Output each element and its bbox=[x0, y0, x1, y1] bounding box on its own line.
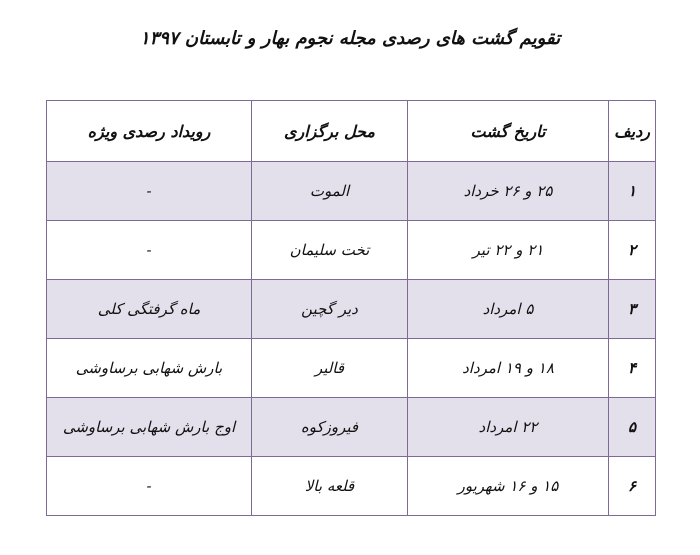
row-date: ۱۸ و ۱۹ امرداد bbox=[408, 339, 609, 398]
row-event: بارش شهابی برساوشی bbox=[47, 339, 252, 398]
row-number: ۱ bbox=[609, 162, 656, 221]
row-number: ۲ bbox=[609, 221, 656, 280]
observation-schedule-table bbox=[46, 100, 656, 516]
row-place: قلعه بالا bbox=[252, 457, 408, 516]
row-date: ۵ امرداد bbox=[408, 280, 609, 339]
row-number: ۶ bbox=[609, 457, 656, 516]
table-header-row bbox=[47, 101, 656, 162]
page-title: تقویم گشت های رصدی مجله نجوم بهار و تابستان ۱۳۹۷ bbox=[139, 28, 561, 49]
table-row bbox=[47, 221, 656, 280]
row-event: اوج بارش شهابی برساوشی bbox=[47, 398, 252, 457]
row-event: ماه گرفتگی کلی bbox=[47, 280, 252, 339]
row-event: - bbox=[47, 162, 252, 221]
table-row bbox=[47, 339, 656, 398]
row-date: ۲۵ و ۲۶ خرداد bbox=[408, 162, 609, 221]
row-number: ۴ bbox=[609, 339, 656, 398]
table-row bbox=[47, 457, 656, 516]
row-place: فیروزکوه bbox=[252, 398, 408, 457]
table-row bbox=[47, 280, 656, 339]
row-date: ۲۱ و ۲۲ تیر bbox=[408, 221, 609, 280]
row-place: تخت سلیمان bbox=[252, 221, 408, 280]
row-date: ۲۲ امرداد bbox=[408, 398, 609, 457]
header-place: محل برگزاری bbox=[252, 101, 408, 162]
table-row bbox=[47, 398, 656, 457]
header-date: تاریخ گشت bbox=[408, 101, 609, 162]
row-date: ۱۵ و ۱۶ شهریور bbox=[408, 457, 609, 516]
header-row-number: ردیف bbox=[609, 101, 656, 162]
row-place: الموت bbox=[252, 162, 408, 221]
row-number: ۵ bbox=[609, 398, 656, 457]
row-place: قالیر bbox=[252, 339, 408, 398]
header-event: رویداد رصدی ویژه bbox=[47, 101, 252, 162]
table-row bbox=[47, 162, 656, 221]
row-number: ۳ bbox=[609, 280, 656, 339]
row-event: - bbox=[47, 221, 252, 280]
row-place: دیر گچین bbox=[252, 280, 408, 339]
row-event: - bbox=[47, 457, 252, 516]
